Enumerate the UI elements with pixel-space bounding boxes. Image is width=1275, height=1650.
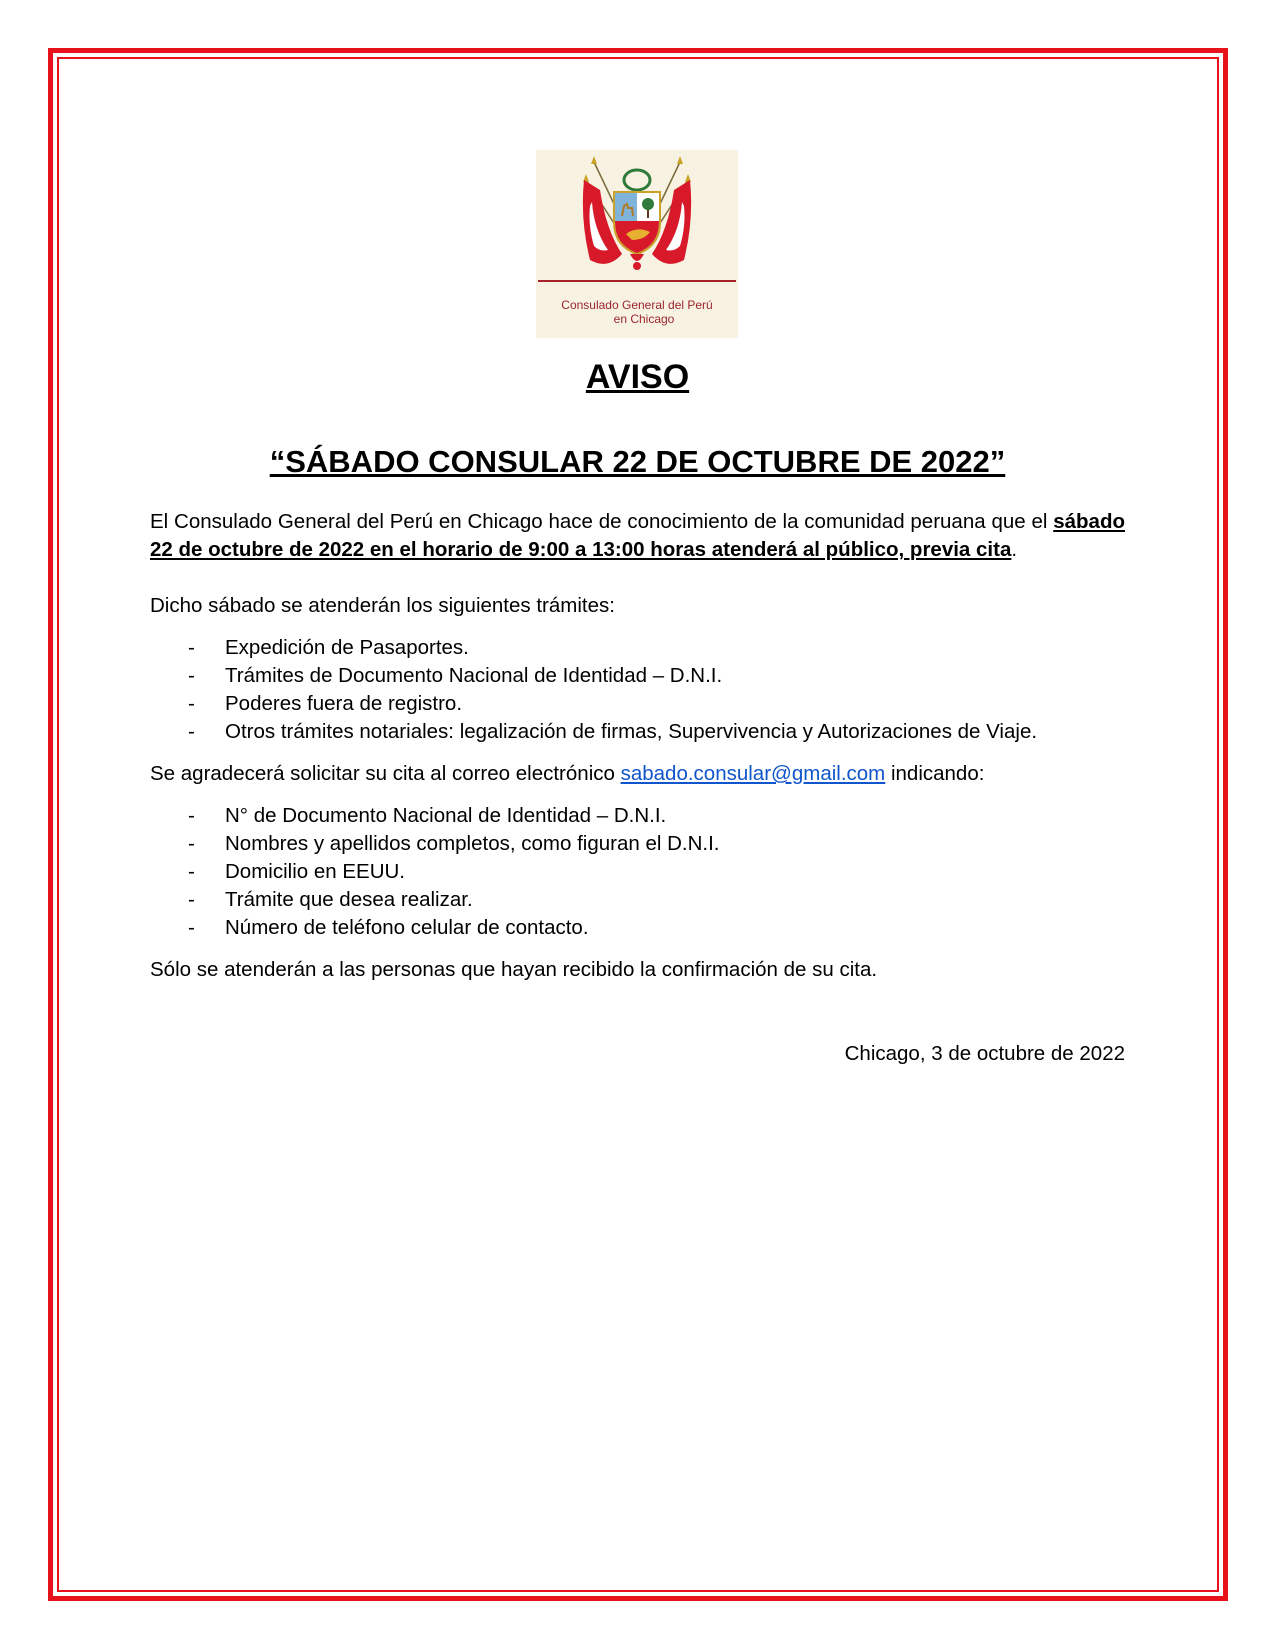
nota-paragraph: Sólo se atenderán a las personas que hayan recibido la confirmación de su cita.	[150, 958, 878, 981]
list-item: - Poderes fuera de registro.	[150, 690, 1125, 718]
tramites-intro: Dicho sábado se atenderán los siguientes trámites:	[150, 594, 615, 617]
intro-highlight: sábado 22 de octubre de 2022 en el horario de 9:00 a 13:00 horas atenderá al público, previa cita	[150, 510, 1125, 561]
cita-suffix: indicando:	[885, 762, 985, 785]
cita-prefix: Se agradecerá solicitar su cita al correo electrónico	[150, 762, 621, 785]
logo-caption-line1: Consulado General del Perú	[561, 298, 713, 312]
list-item: - Trámite que desea realizar.	[150, 886, 1125, 914]
logo-caption-line2: en Chicago	[613, 312, 675, 326]
coat-of-arms-icon	[536, 150, 738, 280]
list-item: - N° de Documento Nacional de Identidad – D.N.I.	[150, 802, 1125, 830]
list-item: - Expedición de Pasaportes.	[150, 634, 1125, 662]
logo-caption	[536, 298, 738, 326]
intro-prefix: El Consulado General del Perú en Chicago hace de conocimiento de la comunidad peruana que el	[150, 510, 1054, 533]
issue-date: Chicago, 3 de octubre de 2022	[844, 1042, 1125, 1065]
list-item: - Otros trámites notariales: legalización de firmas, Supervivencia y Autorizaciones de Viaje.	[150, 718, 1125, 746]
list-item: - Número de teléfono celular de contacto.	[150, 914, 1125, 942]
tramites-list	[150, 634, 1125, 746]
page-title: AVISO	[585, 358, 690, 396]
logo-divider	[538, 280, 736, 282]
consulate-logo	[536, 150, 738, 338]
email-link[interactable]: sabado.consular@gmail.com	[620, 762, 886, 785]
intro-suffix: .	[1011, 538, 1018, 561]
list-item: - Trámites de Documento Nacional de Identidad – D.N.I.	[150, 662, 1125, 690]
cita-paragraph	[150, 760, 1125, 788]
intro-paragraph	[150, 508, 1125, 564]
list-item: - Domicilio en EEUU.	[150, 858, 1125, 886]
notice-body	[150, 508, 1125, 1068]
requisitos-list	[150, 802, 1125, 942]
page-subtitle: “SÁBADO CONSULAR 22 DE OCTUBRE DE 2022”	[269, 444, 1006, 479]
list-item: - Nombres y apellidos completos, como figuran el D.N.I.	[150, 830, 1125, 858]
